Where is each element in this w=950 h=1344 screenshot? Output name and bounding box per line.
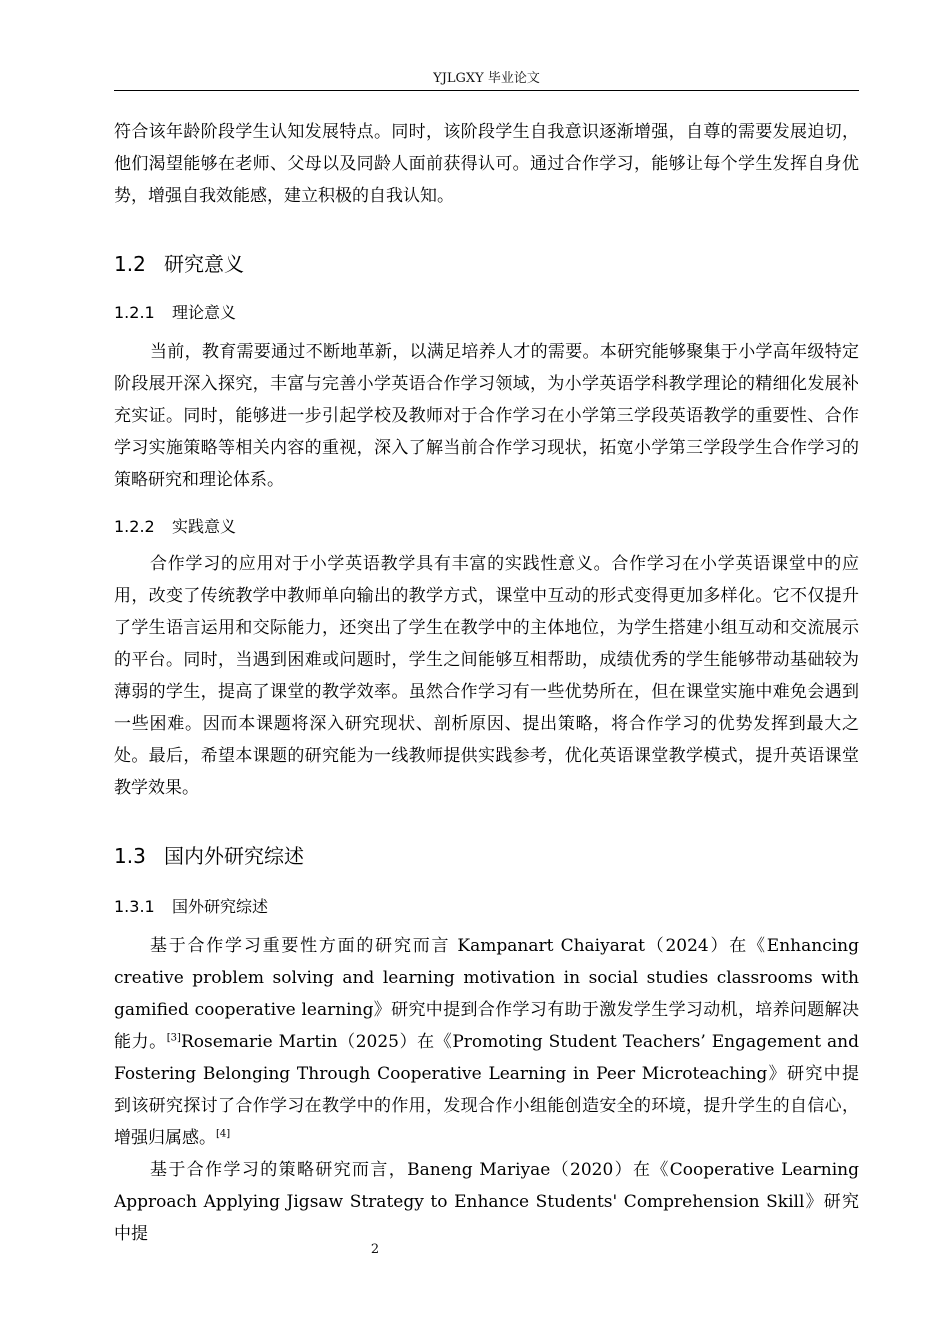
running-header: YJLGXY 毕业论文 [433, 71, 540, 86]
subsection-number: 1.3.1 [114, 897, 155, 916]
paragraph-text: Rosemarie Martin（2025）在《Promoting Student Teachers’ Engagement and Fostering Belonging Through Cooperative Learning in Peer Microteaching》研究中提到该研究探讨了合作学习在教学中的作用，发现合作小组能创造安全的环境，提升学生的自信心，增强归属感。 [114, 1032, 859, 1148]
page-body [114, 116, 859, 1250]
section-1-2-2-heading [114, 512, 859, 542]
subsection-title: 理论意义 [172, 303, 237, 322]
section-1-2-1-heading [114, 298, 859, 328]
intro-paragraph: 符合该年龄阶段学生认知发展特点。同时，该阶段学生自我意识逐渐增强，自尊的需要发展迫切，他们渴望能够在老师、父母以及同龄人面前获得认可。通过合作学习，能够让每个学生发挥自身优势，增强自我效能感，建立积极的自我认知。 [114, 122, 859, 206]
section-number: 1.3 [114, 844, 146, 868]
paragraph-text: 基于合作学习重要性方面的研究而言 Kampanart Chaiyarat（2024）在《Enhancing creative problem solving and learning motivation in social studies classrooms with gamified cooperative learning》研究中提到合作学习有助于激发学生学习动机，培养问题解决能力。 [114, 936, 859, 1052]
section-1-3-1-heading [114, 892, 859, 922]
section-title: 国内外研究综述 [164, 844, 304, 868]
subsection-number: 1.2.2 [114, 517, 155, 536]
subsection-title: 国外研究综述 [172, 897, 269, 916]
foreign-review-paragraph-1 [114, 930, 859, 1154]
theory-significance-paragraph: 当前，教育需要通过不断地革新，以满足培养人才的需要。本研究能够聚集于小学高年级特定阶段展开深入探究，丰富与完善小学英语合作学习领域，为小学英语学科教学理论的精细化发展补充实证。同时，能够进一步引起学校及教师对于合作学习在小学第三学段英语教学的重要性、合作学习实施策略等相关内容的重视，深入了解当前合作学习现状，拓宽小学第三学段学生合作学习的策略研究和理论体系。 [114, 342, 859, 490]
section-1-2-heading [114, 248, 859, 280]
header-rule [114, 90, 859, 91]
section-title: 研究意义 [164, 252, 244, 276]
citation-ref: [4] [216, 1128, 231, 1140]
foreign-review-paragraph-2: 基于合作学习的策略研究而言，Baneng Mariyae（2020）在《Cooperative Learning Approach Applying Jigsaw Strategy to Enhance Students' Comprehension Skill》研究中提 [114, 1160, 859, 1244]
subsection-title: 实践意义 [172, 517, 237, 536]
practice-significance-paragraph: 合作学习的应用对于小学英语教学具有丰富的实践性意义。合作学习在小学英语课堂中的应用，改变了传统教学中教师单向输出的教学方式，课堂中互动的形式变得更加多样化。它不仅提升了学生语言运用和交际能力，还突出了学生在教学中的主体地位，为学生搭建小组互动和交流展示的平台。同时，当遇到困难或问题时，学生之间能够互相帮助，成绩优秀的学生能够带动基础较为薄弱的学生，提高了课堂的教学效率。虽然合作学习有一些优势所在，但在课堂实施中难免会遇到一些困难。因而本课题将深入研究现状、剖析原因、提出策略，将合作学习的优势发挥到最大之处。最后，希望本课题的研究能为一线教师提供实践参考，优化英语课堂教学模式，提升英语课堂教学效果。 [114, 554, 859, 798]
section-1-3-heading [114, 840, 859, 872]
subsection-number: 1.2.1 [114, 303, 155, 322]
page-number: 2 [370, 1242, 380, 1257]
section-number: 1.2 [114, 252, 146, 276]
citation-ref: [3] [166, 1032, 181, 1044]
